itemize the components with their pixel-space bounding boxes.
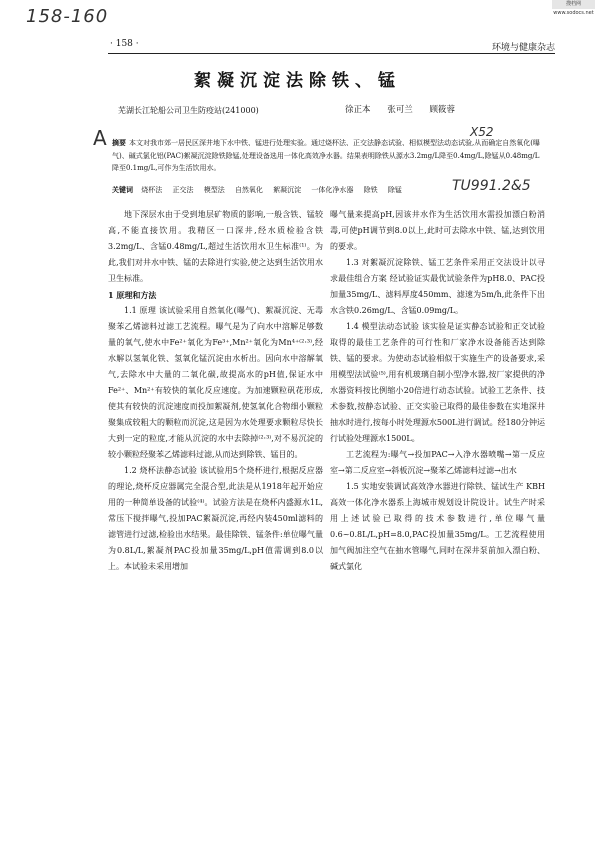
author-name: 徐正本 [345, 105, 371, 115]
article-title: 絮凝沉淀法除铁、锰 [194, 71, 401, 91]
handwritten-a-mark: A [93, 126, 107, 150]
keyword: 絮凝沉淀 [273, 186, 302, 194]
body-paragraph: 1.3 对絮凝沉淀除铁、锰工艺条件采用正交法设计以寻求最佳组合方案 经试验证实最优试验条件为pH8.0、PAC投加量35mg/L、滤料厚度450mm、滤速为5m/h,此条件下出水含铁0.26mg/L、含锰0.09mg/L。 [330, 258, 545, 315]
page-number: · 158 · [110, 39, 139, 49]
keyword: 除锰 [387, 186, 402, 194]
author-name: 张可兰 [387, 105, 413, 115]
handwritten-page-range: 158-160 [26, 6, 109, 27]
process-flow: 工艺流程为:曝气→投加PAC→入净水器喷嘴→第一反应室→第二反应室→斜板沉淀→聚苯乙烯滤料过滤→出水 [330, 450, 545, 475]
body-paragraph: 地下深层水由于受到地层矿物质的影响,一般含铁、锰较高,不能直接饮用。我精区一口深井,经水质检验含铁3.2mg/L、含锰0.48mg/L,超过生活饮用水卫生标准⁽¹⁾。为此,我们对井水中铁、锰的去除进行实验,使之达到生活饮用水卫生标准。 [108, 210, 323, 283]
handwritten-margin-mark: X52 [470, 125, 494, 139]
body-paragraph: 1.2 烧杯法静态试验 该试验用5个烧杯进行,根据反应器的理论,烧杯反应器属完全混合型,此法是从1918年起开始应用的一种简单设备的试验⁽⁴⁾。试验方法是在烧杯内盛源水1L,常压下搅拌曝气,投加PAC絮凝沉淀,再经内装450ml滤料的滤管进行过滤,检验出水结果。最佳除铁、锰条件:单位曝气量为0.8L/L,絮凝剂PAC投加量35mg/L,pH值需调到8.0以上。本试验未采用增加 [108, 466, 323, 571]
abstract-label: 摘要 [112, 138, 126, 147]
section-heading: 1 原理和方法 [108, 290, 157, 300]
author-name: 顾筱蓉 [429, 105, 455, 115]
body-paragraph: 曝气量来提高pH,因该井水作为生活饮用水需投加漂白粉消毒,可使pH调节到8.0以上,此时可去除水中铁、锰,达到饮用的要求。 [330, 210, 545, 251]
body-paragraph: 1.5 实地安装调试高效净水器进行除铁、锰试生产 KBH高效一体化净水器系上海城市规划设计院设计。试生产时采用上述试验已取得的技术参数进行,单位曝气量0.6~0.8L/L,pH=8.0,PAC投加量35mg/L。工艺流程使用加气阀加注空气在抽水管曝气,同时在深井泵前加入漂白粉、碱式氯化 [330, 482, 545, 571]
keyword: 除铁 [363, 186, 378, 194]
keywords-label: 关键词 [112, 185, 133, 194]
header-rule [108, 53, 555, 54]
body-paragraph: 1.1 原理 该试验采用自然氧化(曝气)、絮凝沉淀、无毒聚苯乙烯滤料过滤工艺流程。曝气是为了向水中溶解足够数量的氧气,使水中Fe²⁺氧化为Fe³⁺,Mn²⁺氧化为Mn⁴⁺⁽²·³⁾,经水解以氢氧化铁、氢氧化锰沉淀由水析出。因向水中溶解氧气,去除水中大量的二氧化碳,故提高水的pH值,保证水中Fe²⁺、Mn²⁺有较快的氧化反应速度。为加速颗粒矾花形成,使其有较快的沉淀速度而投加絮凝剂,使氢氧化合物细小颗粒聚集成较粗大的颗粒而沉淀,这是因为水处理要求颗粒尽快长大到一定的粒度,才能从沉淀的水中去除掉⁽²·³⁾,对不易沉淀的较小颗粒经聚苯乙烯滤料过滤,从而达到除铁、锰目的。 [108, 306, 323, 459]
journal-name: 环境与健康杂志 [491, 43, 555, 53]
abstract [112, 137, 544, 175]
keyword: 一体化净水器 [311, 186, 354, 194]
author-list [345, 103, 469, 115]
body-column-left [108, 207, 323, 575]
keyword: 自然氧化 [234, 186, 263, 194]
corner-stamp: 搜档网 www.sodocs.net [553, 1, 594, 16]
affiliation: 芜湖长江轮船公司卫生防疫站(241000) [118, 106, 259, 115]
keyword: 烧杯法 [141, 186, 163, 194]
handwritten-classification-code: TU991.2&5 [452, 178, 531, 194]
body-paragraph: 1.4 模型法动态试验 该实验是证实静态试验和正交试验取得的最佳工艺条件的可行性和厂家净水设备能否达到除铁、锰的要求。为使动态试验相似于实施生产的设备要求,采用模型法试验⁽⁵⁾,用有机玻璃自制小型净水器,按厂家提供的净水器资料按比例缩小20倍进行动态试验。试验工艺条件、技术参数,按静态试验、正交实验已取得的最佳参数在实地深井抽水时进行,按每小时处理源水500L进行调试。经180分钟运行试验处理源水1500L。 [330, 322, 545, 443]
abstract-text: 本文对我市郊一居民区深井地下水中铁、锰进行处理实验。通过烧杯法、正交法静态试验、相似模型法动态试验,从而确定自然氧化(曝气)、碱式氯化铝(PAC)絮凝沉淀除铁除锰,处理设备选用一体化高效净水器。结果表明除铁从源水3.2mg/L降至0.4mg/L,除锰从0.48mg/L降至0.1mg/L,可作为生活饮用水。 [112, 139, 540, 172]
keyword: 正交法 [172, 186, 194, 194]
body-column-right [330, 207, 545, 575]
keyword: 模型法 [203, 186, 225, 194]
